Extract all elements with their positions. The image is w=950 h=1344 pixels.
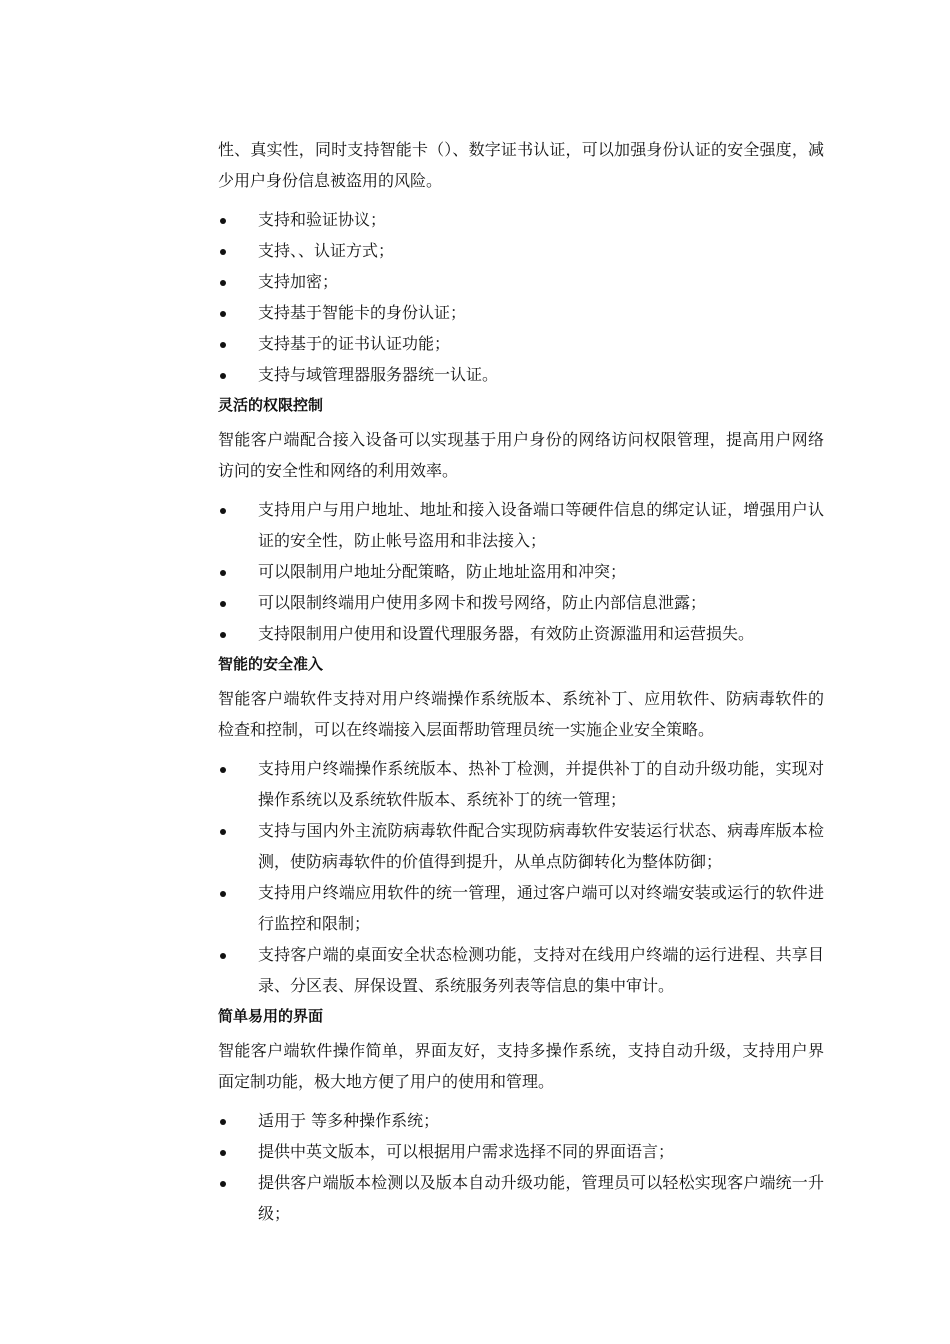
list-item [218,235,824,266]
list-item [218,494,824,556]
section-bullet-list [218,753,824,1001]
list-item [218,1167,824,1229]
bullet-icon [220,249,226,255]
bullet-icon [220,280,226,286]
list-item [218,1105,824,1136]
bullet-icon [220,1119,226,1125]
document-page [218,134,824,1229]
section-bullet-list [218,494,824,649]
bullet-icon [220,1150,226,1156]
list-item-text: 适用于 等多种操作系统； [258,1111,440,1130]
list-item-text: 支持和验证协议； [258,210,387,229]
list-item-text: 支持加密； [258,272,339,291]
list-item-text: 提供中英文版本，可以根据用户需求选择不同的界面语言； [258,1142,675,1161]
bullet-icon [220,311,226,317]
intro-bullet-list [218,204,824,390]
list-item-text: 支持限制用户使用和设置代理服务器，有效防止资源滥用和运营损失。 [258,624,755,643]
bullet-icon [220,767,226,773]
bullet-icon [220,570,226,576]
list-item [218,328,824,359]
bullet-icon [220,1181,226,1187]
bullet-icon [220,601,226,607]
list-item [218,753,824,815]
list-item [218,877,824,939]
section-bullet-list [218,1105,824,1229]
list-item [218,815,824,877]
bullet-icon [220,891,226,897]
section-heading: 灵活的权限控制 [218,396,324,414]
list-item-text: 可以限制终端用户使用多网卡和拨号网络，防止内部信息泄露； [258,593,707,612]
section-heading: 智能的安全准入 [218,655,324,673]
bullet-icon [220,218,226,224]
bullet-icon [220,373,226,379]
bullet-icon [220,953,226,959]
list-item-text: 支持用户终端应用软件的统一管理，通过客户端可以对终端安装或运行的软件进行监控和限制； [258,883,824,933]
list-item-text: 支持、、认证方式； [258,241,395,260]
section-permission-control [218,390,824,649]
list-item [218,1136,824,1167]
list-item [218,266,824,297]
list-item-text: 支持与国内外主流防病毒软件配合实现防病毒软件安装运行状态、病毒库版本检测，使防病毒软件的价值得到提升，从单点防御转化为整体防御； [258,821,824,871]
bullet-icon [220,342,226,348]
intro-paragraph: 性、真实性，同时支持智能卡（）、数字证书认证，可以加强身份认证的安全强度，减少用户身份信息被盗用的风险。 [218,140,824,190]
bullet-icon [220,632,226,638]
list-item-text: 可以限制用户地址分配策略，防止地址盗用和冲突； [258,562,627,581]
list-item-text: 支持客户端的桌面安全状态检测功能，支持对在线用户终端的运行进程、共享目录、分区表、屏保设置、系统服务列表等信息的集中审计。 [258,945,824,995]
section-paragraph: 智能客户端软件支持对用户终端操作系统版本、系统补丁、应用软件、防病毒软件的检查和控制，可以在终端接入层面帮助管理员统一实施企业安全策略。 [218,689,824,739]
section-easy-interface [218,1001,824,1229]
list-item-text: 支持用户与用户地址、地址和接入设备端口等硬件信息的绑定认证，增强用户认证的安全性，防止帐号盗用和非法接入； [258,500,824,550]
list-item-text: 提供客户端版本检测以及版本自动升级功能，管理员可以轻松实现客户端统一升级； [258,1173,824,1223]
bullet-icon [220,829,226,835]
list-item [218,204,824,235]
list-item-text: 支持与域管理器服务器统一认证。 [258,365,499,384]
list-item [218,359,824,390]
list-item [218,587,824,618]
list-item-text: 支持用户终端操作系统版本、热补丁检测，并提供补丁的自动升级功能，实现对操作系统以及系统软件版本、系统补丁的统一管理； [258,759,824,809]
list-item [218,618,824,649]
bullet-icon [220,508,226,514]
list-item [218,939,824,1001]
section-paragraph: 智能客户端配合接入设备可以实现基于用户身份的网络访问权限管理，提高用户网络访问的安全性和网络的利用效率。 [218,430,824,480]
section-paragraph: 智能客户端软件操作简单，界面友好，支持多操作系统，支持自动升级，支持用户界面定制功能，极大地方便了用户的使用和管理。 [218,1041,824,1091]
list-item [218,556,824,587]
list-item [218,297,824,328]
list-item-text: 支持基于的证书认证功能； [258,334,451,353]
section-security-admission [218,649,824,1001]
section-heading: 简单易用的界面 [218,1007,324,1025]
list-item-text: 支持基于智能卡的身份认证； [258,303,467,322]
